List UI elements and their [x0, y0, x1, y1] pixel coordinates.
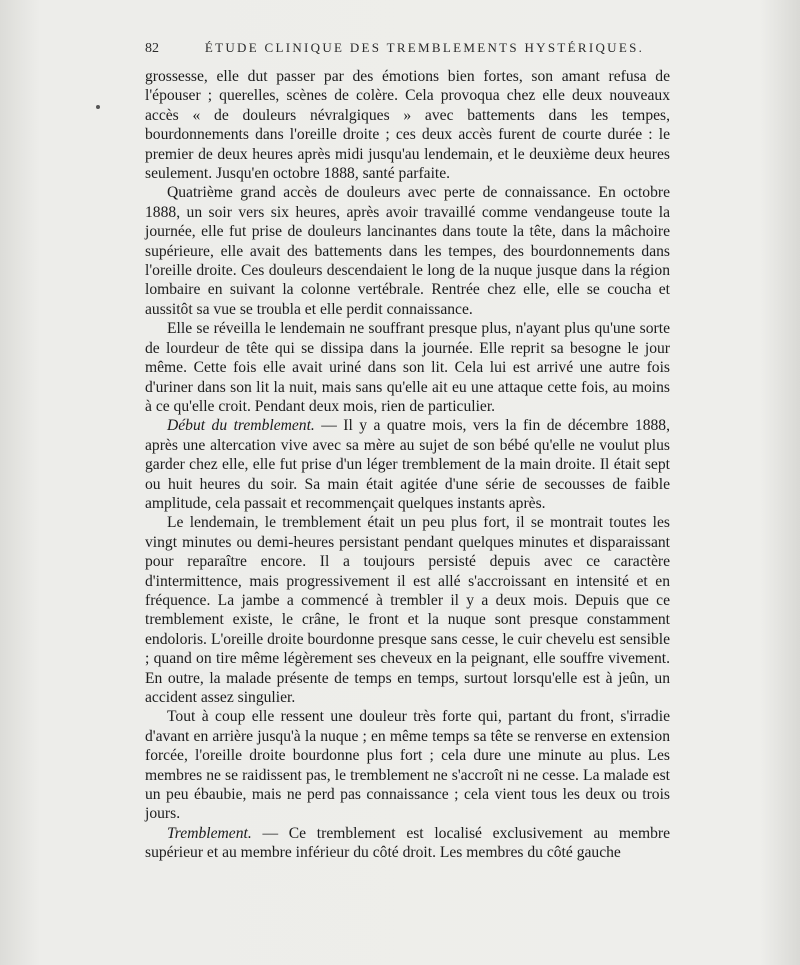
- paragraph-text: Quatrième grand accès de douleurs avec perte de connaissance. En octobre 1888, un soir vers six heures, après avoir travaillé comme vendangeuse toute la journée, elle fut prise de douleurs lancinantes dans toute la tête, dans la mâchoire supérieure, elle avait des battements dans les tempes, des bourdonnements dans l'oreille droite. Ces douleurs descendaient le long de la nuque jusque dans la région lombaire en suivant la colonne vertébrale. Rentrée chez elle, elle se coucha et aussitôt sa vue se troubla et elle perdit connaissance.: [145, 184, 670, 318]
- paragraph-4: [145, 416, 670, 513]
- paragraph-6: [145, 707, 670, 823]
- paragraph-text: grossesse, elle dut passer par des émotions bien fortes, son amant refusa de l'épouser ; querelles, scènes de colère. Cela provoqua chez elle deux nouveaux accès « de douleurs névralgiques » avec battements dans les tempes, bourdonnements dans l'oreille droite ; ces deux accès furent de courte durée : le premier de deux heures après midi jusqu'au lendemain, et le deuxième deux heures seulement. Jusqu'en octobre 1888, santé parfaite.: [145, 68, 670, 183]
- paragraph-text: — Il y a quatre mois, vers la fin de décembre 1888, après une altercation vive avec sa mère au sujet de son bébé qu'elle ne voulut plus garder chez elle, elle fut prise d'un léger tremblement de la main droite. Il était sept ou huit heures du soir. Sa main était agitée d'une série de secousses de faible amplitude, cela passait et recommençait quelques instants après.: [145, 417, 670, 512]
- paragraph-2: [145, 183, 670, 319]
- paragraph-text: Tout à coup elle ressent une douleur très forte qui, partant du front, s'irradie d'avant en arrière jusqu'à la nuque ; en même temps sa tête se renverse en extension forcée, l'oreille droite bourdonne plus fort ; cela dure une minute au plus. Les membres ne se raidissent pas, le tremblement ne s'accroît ni ne cesse. La malade est un peu ébaubie, mais ne perd pas connaissance ; cela vient tous les deux ou trois jours.: [145, 708, 670, 823]
- body-text: [145, 67, 670, 863]
- paragraph-lead: Tremblement.: [167, 824, 252, 842]
- paragraph-1: [145, 67, 670, 183]
- paragraph-text: Le lendemain, le tremblement était un peu plus fort, il se montrait toutes les vingt minutes ou demi-heures persistant pendant quelques minutes et disparaissant pour reparaître encore. Il a toujours persisté depuis avec ce caractère d'intermittence, mais progressivement il est allé s'accroissant en intensité et en fréquence. La jambe a commencé à trembler il y a deux mois. Depuis que ce tremblement existe, le crâne, le front et la nuque sont presque constamment endoloris. L'oreille droite bourdonne presque sans cesse, le cuir chevelu est sensible ; quand on tire même légèrement ses cheveux en la peignant, elle souffre vivement. En outre, la malade présente de temps en temps, surtout lorsqu'elle est à jeûn, un accident assez singulier.: [145, 514, 670, 706]
- paragraph-5: [145, 513, 670, 707]
- running-header: [145, 40, 670, 57]
- page-number: 82: [145, 41, 159, 56]
- paragraph-3: [145, 319, 670, 416]
- paragraph-7: [145, 824, 670, 863]
- margin-mark: [96, 105, 100, 109]
- running-title: ÉTUDE CLINIQUE DES TREMBLEMENTS HYSTÉRIQUES.: [204, 40, 645, 55]
- paragraph-lead: Début du tremblement.: [167, 417, 315, 435]
- paragraph-text: — Ce tremblement est localisé exclusivement au membre supérieur et au membre inférieur du côté droit. Les membres du côté gauche: [145, 824, 670, 862]
- paragraph-text: Elle se réveilla le lendemain ne souffrant presque plus, n'ayant plus qu'une sorte de lourdeur de tête qui se dissipa dans la journée. Elle reprit sa besogne le jour même. Cette fois elle avait uriné dans son lit. Cela lui est arrivé une autre fois d'uriner dans son lit la nuit, mais sans qu'elle ait eu une attaque cette fois, au moins à ce qu'elle croit. Pendant deux mois, rien de particulier.: [145, 320, 670, 415]
